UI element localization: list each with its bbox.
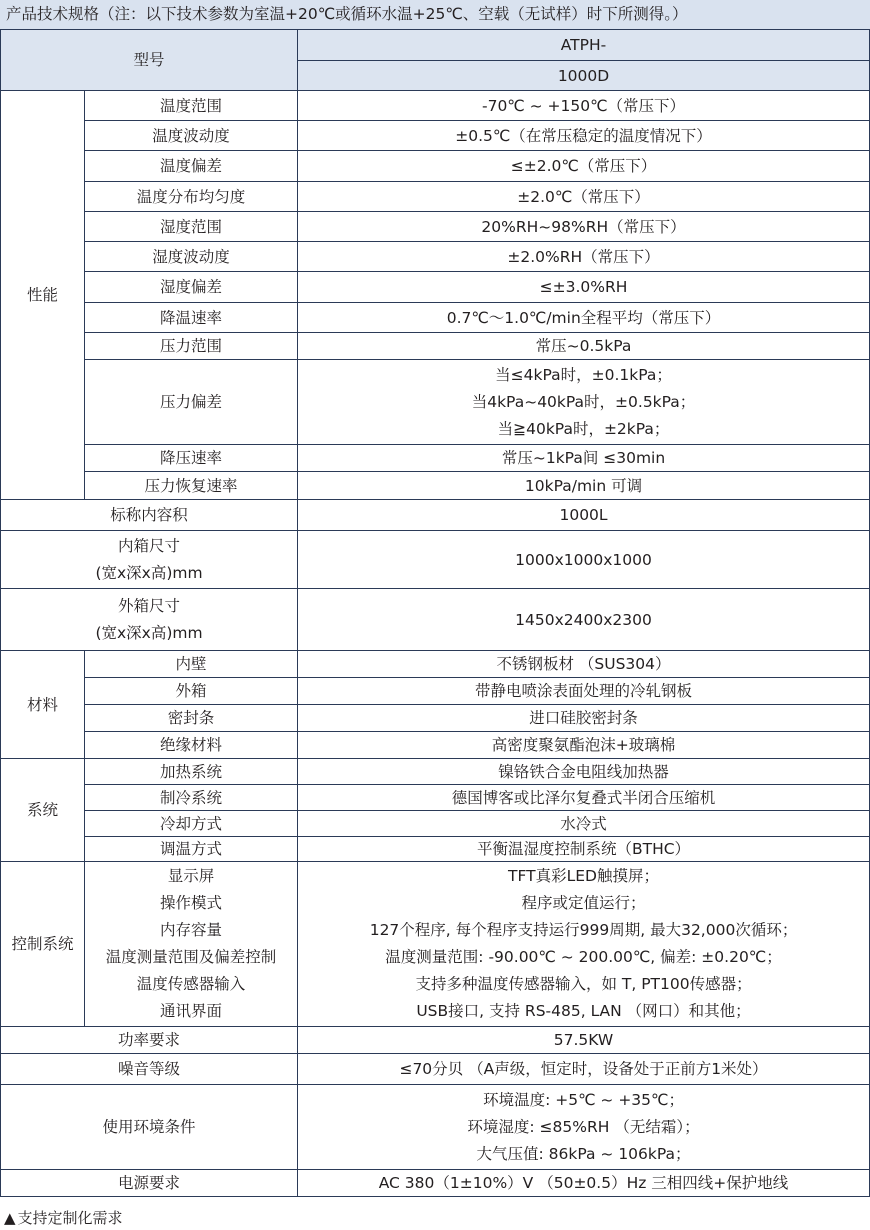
materials-group-label: 材料 [1, 651, 85, 759]
performance-group-label: 性能 [1, 91, 85, 500]
spec-value: 20%RH~98%RH（常压下） [298, 212, 870, 242]
control-label-line: 显示屏 [167, 867, 215, 885]
control-value-line: 程序或定值运行； [521, 894, 646, 912]
power-value: 57.5KW [298, 1027, 870, 1054]
spec-value: -70℃ ~ +150℃（常压下） [298, 91, 870, 121]
control-label-line: 内存容量 [160, 921, 223, 939]
spec-value: 常压~1kPa间 ≤30min [298, 445, 870, 472]
system-group-label: 系统 [1, 759, 85, 862]
spec-label: 压力恢复速率 [85, 472, 298, 500]
control-value-line: 支持多种温度传感器输入，如 T, PT100传感器； [415, 975, 752, 993]
spec-label: 密封条 [85, 705, 298, 732]
spec-label: 冷却方式 [85, 811, 298, 837]
spec-value: 水冷式 [298, 811, 870, 837]
spec-value: ≤±3.0%RH [298, 272, 870, 303]
spec-label: 温度波动度 [85, 121, 298, 151]
spec-value: 进口硅胶密封条 [298, 705, 870, 732]
pressure-deviation-line: 当≧40kPa时，±2kPa； [497, 419, 670, 438]
control-value-line: 127个程序, 每个程序支持运行999周期, 最大32,000次循环； [369, 921, 798, 939]
spec-table [0, 29, 870, 1197]
spec-label: 湿度偏差 [85, 272, 298, 303]
spec-label: 压力偏差 [85, 360, 298, 445]
spec-value: 带静电喷涂表面处理的冷轧钢板 [298, 678, 870, 705]
control-value-line: 温度测量范围: -90.00℃ ~ 200.00℃, 偏差: ±0.20℃； [385, 948, 782, 966]
spec-value: 0.7℃～1.0℃/min全程平均（常压下） [298, 303, 870, 333]
control-values [298, 862, 870, 1027]
control-label-line: 通讯界面 [160, 1002, 223, 1020]
outer-size-value: 1450x2400x2300 [298, 589, 870, 651]
control-label-line: 温度测量范围及偏差控制 [105, 948, 277, 966]
spec-value: 高密度聚氨酯泡沫+玻璃棉 [298, 732, 870, 759]
spec-label: 加热系统 [85, 759, 298, 785]
spec-label: 湿度范围 [85, 212, 298, 242]
pressure-deviation-value [298, 360, 870, 445]
spec-label: 温度偏差 [85, 151, 298, 182]
environment-label: 使用环境条件 [1, 1085, 298, 1170]
capacity-label: 标称内容积 [1, 500, 298, 531]
environment-value [298, 1085, 870, 1170]
inner-size-label-line1: 内箱尺寸 [118, 536, 181, 555]
spec-label: 降压速率 [85, 445, 298, 472]
spec-value: 德国博客或比泽尔复叠式半闭合压缩机 [298, 785, 870, 811]
environment-line: 大气压值: 86kPa ~ 106kPa； [476, 1144, 691, 1163]
spec-value: ±2.0%RH（常压下） [298, 242, 870, 272]
capacity-value: 1000L [298, 500, 870, 531]
spec-value: 10kPa/min 可调 [298, 472, 870, 500]
spec-label: 温度范围 [85, 91, 298, 121]
spec-label: 压力范围 [85, 333, 298, 360]
control-value-line: TFT真彩LED触摸屏； [508, 867, 659, 885]
spec-heading: 产品技术规格（注：以下技术参数为室温+20℃或循环水温+25℃、空载（无试样）时下所测得。） [0, 0, 870, 29]
spec-value: ±2.0℃（常压下） [298, 182, 870, 212]
triangle-icon: ▲ [4, 1209, 16, 1227]
inner-size-label [1, 531, 298, 589]
inner-size-label-line2: (宽x深x高)mm [95, 563, 203, 582]
model-label: 型号 [1, 30, 298, 91]
environment-line: 环境湿度: ≤85%RH （无结霜）； [467, 1117, 700, 1136]
footnote [4, 1208, 123, 1228]
control-labels [85, 862, 298, 1027]
inner-size-value: 1000x1000x1000 [298, 531, 870, 589]
spec-label: 降温速率 [85, 303, 298, 333]
supply-label: 电源要求 [1, 1170, 298, 1197]
pressure-deviation-line: 当4kPa~40kPa时，±0.5kPa； [471, 392, 696, 411]
spec-value: 不锈钢板材 （SUS304） [298, 651, 870, 678]
spec-label: 制冷系统 [85, 785, 298, 811]
control-label-line: 温度传感器输入 [136, 975, 246, 993]
spec-value: 平衡温湿度控制系统（BTHC） [298, 837, 870, 862]
spec-value: 镍铬铁合金电阻线加热器 [298, 759, 870, 785]
control-group-label: 控制系统 [1, 862, 85, 1027]
outer-size-label [1, 589, 298, 651]
spec-label: 调温方式 [85, 837, 298, 862]
noise-value: ≤70分贝 （A声级，恒定时，设备处于正前方1米处） [298, 1054, 870, 1085]
spec-label: 外箱 [85, 678, 298, 705]
outer-size-label-line2: (宽x深x高)mm [95, 623, 203, 642]
spec-label: 温度分布均匀度 [85, 182, 298, 212]
spec-value: 常压~0.5kPa [298, 333, 870, 360]
spec-value: ≤±2.0℃（常压下） [298, 151, 870, 182]
supply-value: AC 380（1±10%）V （50±0.5）Hz 三相四线+保护地线 [298, 1170, 870, 1197]
footnote-text: 支持定制化需求 [17, 1209, 123, 1227]
pressure-deviation-line: 当≤4kPa时，±0.1kPa； [495, 365, 672, 384]
spec-label: 绝缘材料 [85, 732, 298, 759]
model-value-line1: ATPH- [298, 30, 870, 61]
spec-label: 内壁 [85, 651, 298, 678]
control-value-line: USB接口, 支持 RS-485, LAN （网口）和其他； [416, 1002, 751, 1020]
power-label: 功率要求 [1, 1027, 298, 1054]
spec-label: 湿度波动度 [85, 242, 298, 272]
environment-line: 环境温度: +5℃ ~ +35℃； [483, 1090, 684, 1109]
outer-size-label-line1: 外箱尺寸 [118, 596, 181, 615]
control-label-line: 操作模式 [160, 894, 223, 912]
model-value-line2: 1000D [298, 61, 870, 91]
noise-label: 噪音等级 [1, 1054, 298, 1085]
spec-value: ±0.5℃（在常压稳定的温度情况下） [298, 121, 870, 151]
